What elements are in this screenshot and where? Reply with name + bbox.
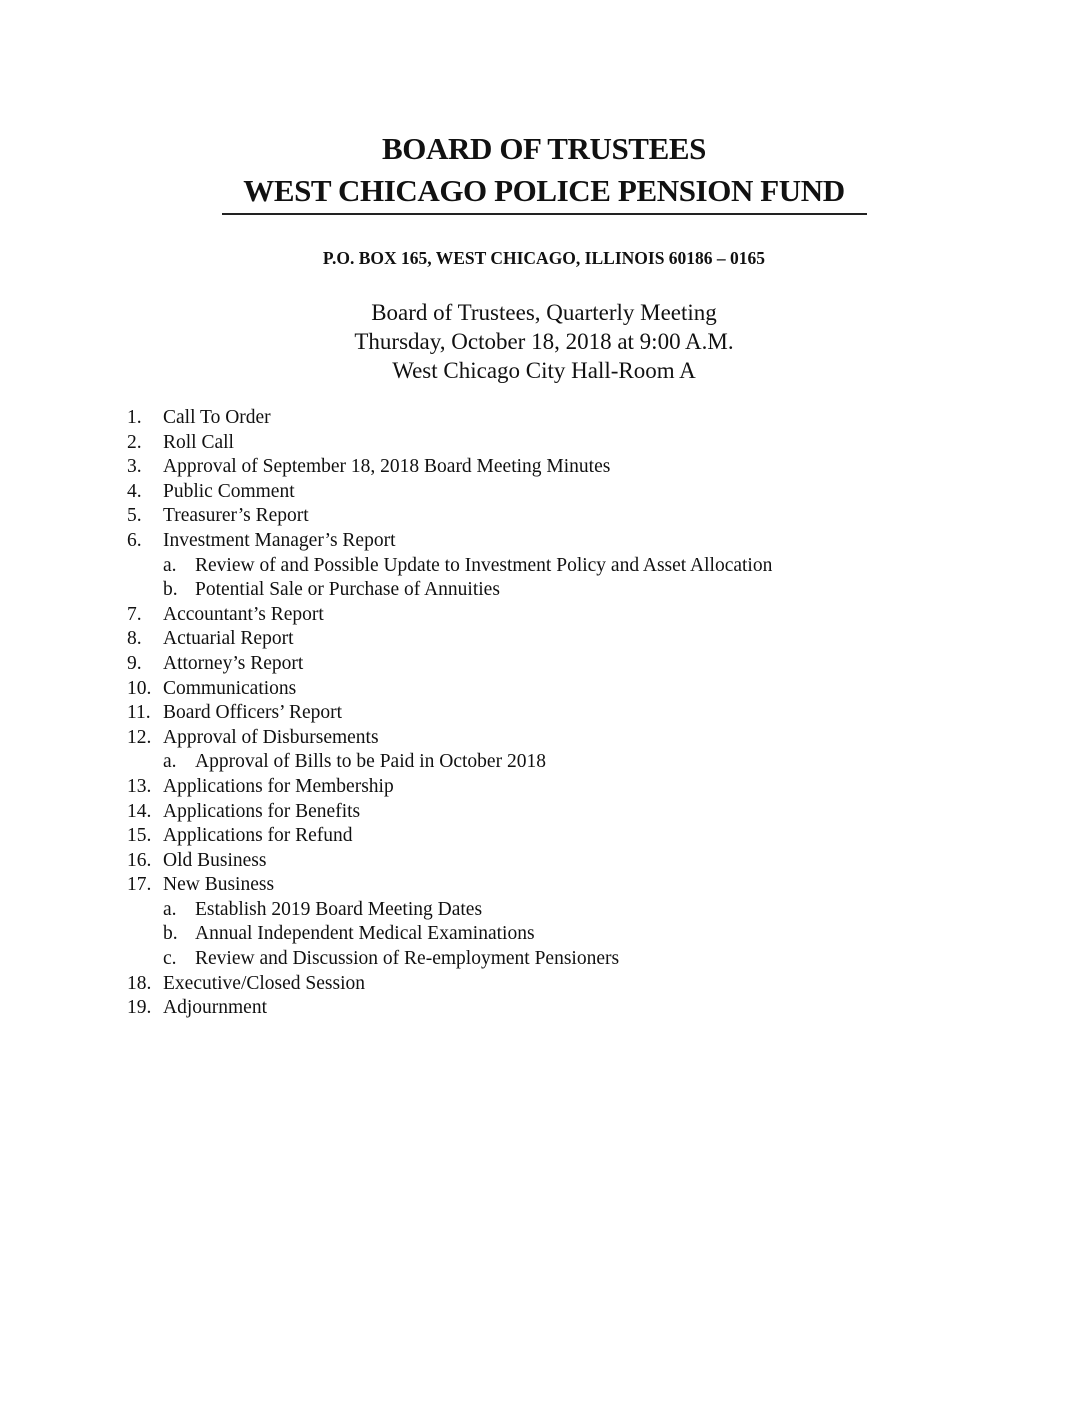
agenda-item-number: 17. — [127, 874, 152, 896]
agenda-item-text: Approval of Bills to be Paid in October 2018 — [195, 751, 546, 773]
agenda-item-text: Review of and Possible Update to Investment Policy and Asset Allocation — [195, 554, 773, 576]
meeting-info — [0, 298, 1088, 385]
agenda-item-text: Potential Sale or Purchase of Annuities — [195, 579, 500, 601]
agenda-subitem — [0, 578, 1088, 603]
agenda-item-number: 19. — [127, 997, 152, 1019]
agenda-item — [0, 996, 1088, 1021]
agenda-item-number: 4. — [127, 480, 142, 502]
agenda-item — [0, 529, 1088, 554]
header-divider — [222, 213, 867, 215]
agenda-item-text: Attorney’s Report — [163, 652, 304, 674]
agenda-item-text: New Business — [163, 874, 275, 896]
agenda-item-number: 8. — [127, 628, 142, 650]
meeting-location: West Chicago City Hall-Room A — [392, 358, 696, 383]
agenda-item-text: Investment Manager’s Report — [163, 529, 396, 551]
agenda-item-number: 10. — [127, 677, 152, 699]
agenda-item — [0, 627, 1088, 652]
agenda-item-text: Adjournment — [163, 997, 267, 1019]
agenda-item-number: 14. — [127, 800, 152, 822]
agenda-item-number: c. — [163, 948, 177, 970]
agenda-item-text: Approval of Disbursements — [163, 726, 379, 748]
agenda-item-number: a. — [163, 898, 177, 920]
agenda-item — [0, 504, 1088, 529]
agenda-item-number: 5. — [127, 505, 142, 527]
agenda-item-text: Public Comment — [163, 480, 295, 502]
agenda-item-text: Board Officers’ Report — [163, 702, 343, 724]
agenda-subitem — [0, 922, 1088, 947]
agenda-item-text: Roll Call — [163, 431, 234, 453]
agenda-item — [0, 455, 1088, 480]
agenda-item-number: 6. — [127, 529, 142, 551]
agenda-item-text: Actuarial Report — [163, 628, 294, 650]
agenda-item — [0, 873, 1088, 898]
document-header — [0, 128, 1088, 212]
agenda-item-text: Executive/Closed Session — [163, 972, 366, 994]
agenda-item-number: 3. — [127, 456, 142, 478]
agenda-item-text: Accountant’s Report — [163, 603, 324, 625]
meeting-datetime: Thursday, October 18, 2018 at 9:00 A.M. — [354, 329, 734, 354]
agenda-item — [0, 800, 1088, 825]
agenda-item-number: 12. — [127, 726, 152, 748]
agenda-item-number: 2. — [127, 431, 142, 453]
meeting-name: Board of Trustees, Quarterly Meeting — [371, 300, 717, 325]
agenda-item-text: Applications for Benefits — [163, 800, 361, 822]
agenda-item — [0, 849, 1088, 874]
agenda-item-text: Applications for Refund — [163, 825, 353, 847]
agenda-item-text: Old Business — [163, 849, 267, 871]
agenda-item-number: 9. — [127, 652, 142, 674]
agenda-item-number: 7. — [127, 603, 142, 625]
board-title: BOARD OF TRUSTEES — [382, 131, 706, 166]
agenda-item — [0, 603, 1088, 628]
agenda-item — [0, 701, 1088, 726]
agenda-item-number: b. — [163, 923, 178, 945]
agenda-subitem — [0, 750, 1088, 775]
agenda-item-number: 13. — [127, 775, 152, 797]
agenda-item-number: 11. — [127, 702, 151, 724]
agenda-item-text: Communications — [163, 677, 297, 699]
agenda-item-text: Annual Independent Medical Examinations — [195, 923, 535, 945]
agenda-item-number: a. — [163, 751, 177, 773]
agenda-item-number: 16. — [127, 849, 152, 871]
agenda-item — [0, 775, 1088, 800]
agenda-item — [0, 406, 1088, 431]
agenda-item — [0, 480, 1088, 505]
fund-title: WEST CHICAGO POLICE PENSION FUND — [243, 173, 845, 208]
agenda-item-number: 1. — [127, 407, 142, 428]
agenda-item-number: b. — [163, 579, 178, 601]
agenda-subitem — [0, 947, 1088, 972]
agenda-item-text: Approval of September 18, 2018 Board Meeting Minutes — [163, 456, 611, 478]
mailing-address: P.O. BOX 165, WEST CHICAGO, ILLINOIS 60186 – 0165 — [322, 248, 766, 268]
agenda-item-text: Review and Discussion of Re-employment Pensioners — [195, 948, 620, 970]
agenda-item-text: Call To Order — [163, 407, 271, 428]
agenda-item-text: Establish 2019 Board Meeting Dates — [195, 898, 483, 920]
agenda-item — [0, 824, 1088, 849]
agenda-item — [0, 652, 1088, 677]
agenda-item-number: 18. — [127, 972, 152, 994]
agenda-subitem — [0, 554, 1088, 579]
agenda-item-text: Treasurer’s Report — [163, 505, 309, 527]
agenda-list — [0, 406, 1088, 1021]
agenda-subitem — [0, 898, 1088, 923]
agenda-item — [0, 677, 1088, 702]
agenda-item — [0, 972, 1088, 997]
agenda-item — [0, 726, 1088, 751]
agenda-item-text: Applications for Membership — [163, 775, 394, 797]
agenda-item-number: 15. — [127, 825, 152, 847]
agenda-item-number: a. — [163, 554, 177, 576]
agenda-item — [0, 431, 1088, 456]
